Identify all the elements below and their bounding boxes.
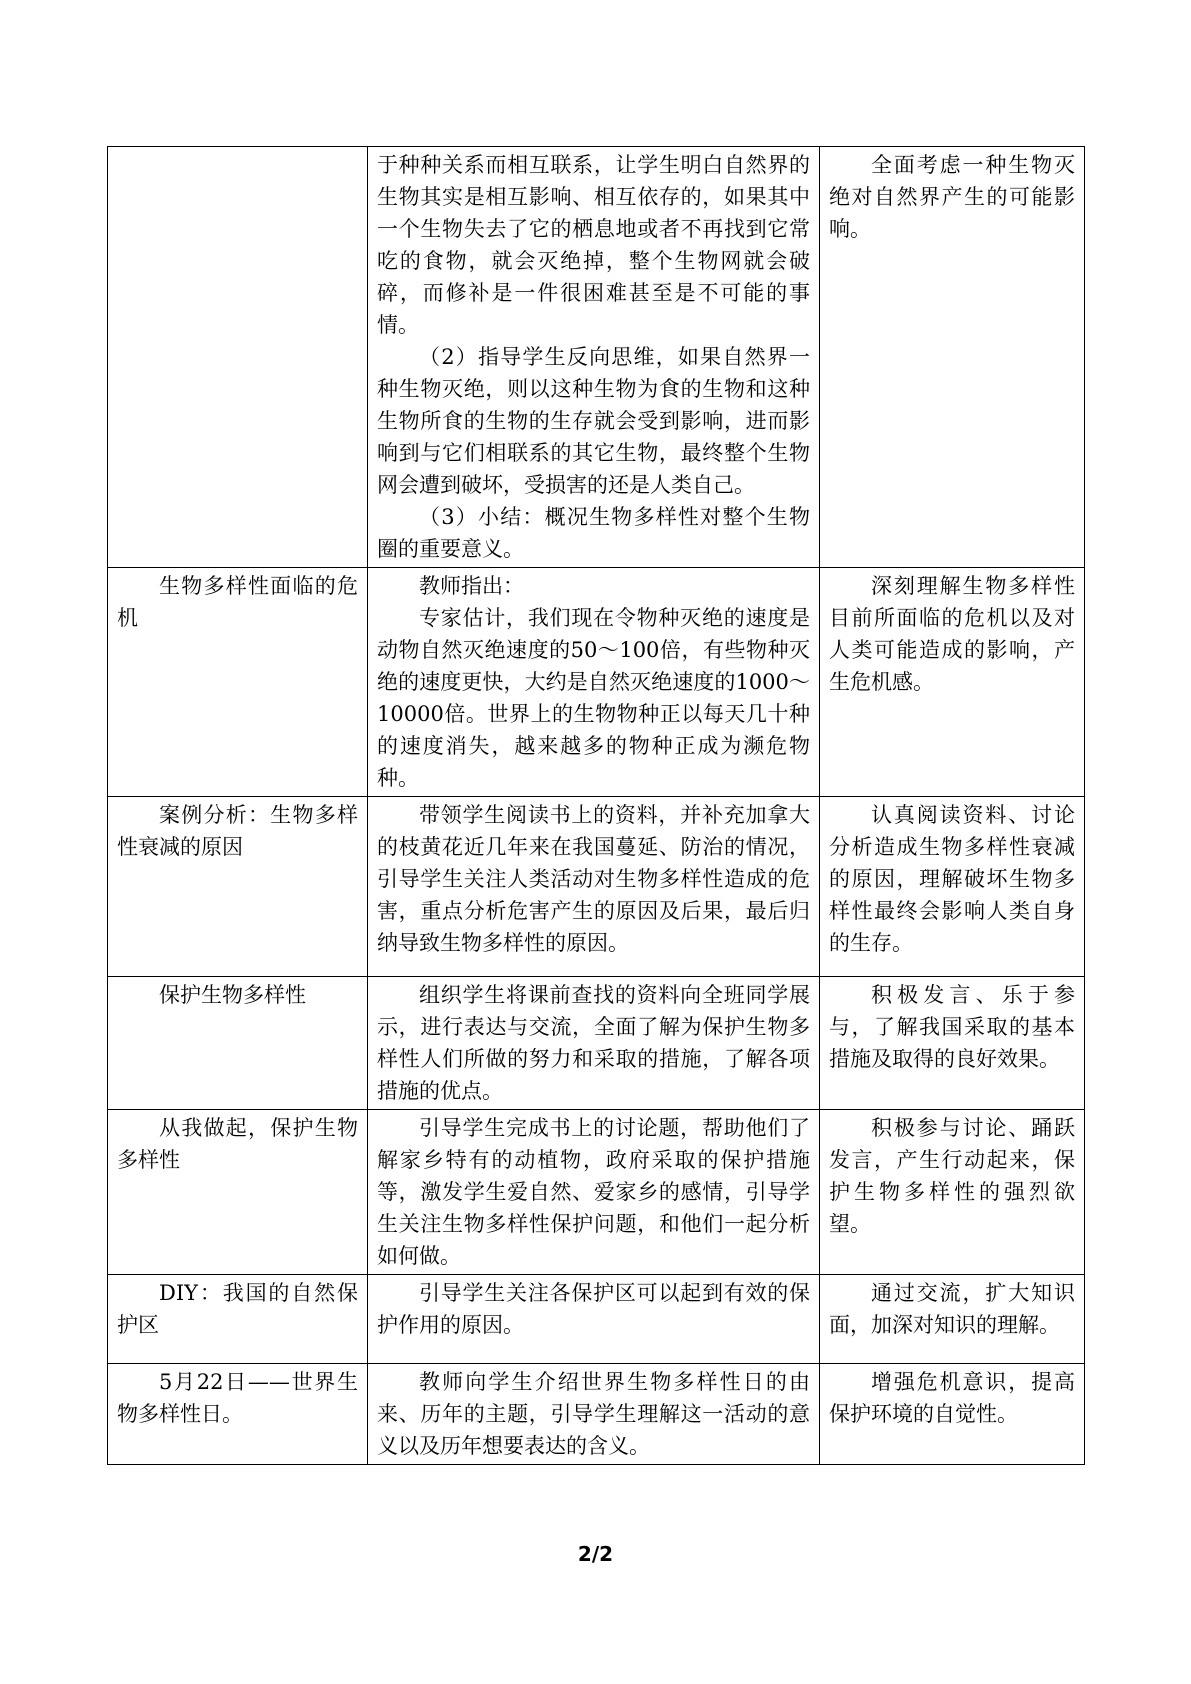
cell-paragraph: 积极参与讨论、踊跃发言，产生行动起来，保护生物多样性的强烈欲望。: [829, 1116, 1075, 1236]
cell-paragraph: 生物多样性面临的危机: [117, 574, 358, 630]
table-row: [108, 1364, 1085, 1465]
cell-paragraph: 深刻理解生物多样性目前所面临的危机以及对人类可能造成的影响，产生危机感。: [829, 574, 1075, 694]
table-row: [108, 797, 1085, 977]
teacher-activity-cell: [368, 1110, 820, 1275]
teacher-activity-cell: [368, 797, 820, 977]
topic-cell: [108, 1364, 368, 1465]
cell-paragraph: 案例分析：生物多样性衰减的原因: [117, 803, 358, 859]
table-body: [108, 147, 1085, 1465]
topic-cell: [108, 147, 368, 568]
topic-cell: [108, 977, 368, 1110]
topic-cell: [108, 1110, 368, 1275]
cell-paragraph: 积极发言、乐于参与，了解我国采取的基本措施及取得的良好效果。: [829, 983, 1075, 1071]
page-number: 2/2: [577, 1542, 614, 1566]
cell-paragraph: 全面考虑一种生物灭绝对自然界产生的可能影响。: [829, 153, 1075, 241]
student-activity-cell: [820, 1364, 1085, 1465]
table-row: [108, 147, 1085, 568]
cell-paragraph: 教师向学生介绍世界生物多样性日的由来、历年的主题，引导学生理解这一活动的意义以及历年想要表达的含义。: [377, 1370, 810, 1458]
table-row: [108, 1275, 1085, 1364]
student-activity-cell: [820, 1110, 1085, 1275]
cell-paragraph: 从我做起，保护生物多样性: [117, 1116, 358, 1172]
cell-paragraph: 通过交流，扩大知识面，加深对知识的理解。: [829, 1281, 1075, 1337]
cell-paragraph: DIY：我国的自然保护区: [117, 1281, 358, 1337]
lesson-plan-table: [107, 146, 1085, 1465]
table-row: [108, 568, 1085, 797]
cell-paragraph: 教师指出：: [419, 574, 524, 598]
student-activity-cell: [820, 797, 1085, 977]
teacher-activity-cell: [368, 977, 820, 1110]
student-activity-cell: [820, 977, 1085, 1110]
topic-cell: [108, 568, 368, 797]
cell-paragraph: 引导学生完成书上的讨论题，帮助他们了解家乡特有的动植物，政府采取的保护措施等，激发学生爱自然、爱家乡的感情，引导学生关注生物多样性保护问题，和他们一起分析如何做。: [377, 1116, 810, 1268]
student-activity-cell: [820, 1275, 1085, 1364]
teacher-activity-cell: [368, 1364, 820, 1465]
cell-paragraph: 引导学生关注各保护区可以起到有效的保护作用的原因。: [377, 1281, 810, 1337]
table-row: [108, 977, 1085, 1110]
student-activity-cell: [820, 568, 1085, 797]
cell-paragraph: 组织学生将课前查找的资料向全班同学展示，进行表达与交流，全面了解为保护生物多样性人们所做的努力和采取的措施，了解各项措施的优点。: [377, 983, 810, 1103]
cell-paragraph: 增强危机意识，提高保护环境的自觉性。: [829, 1370, 1075, 1426]
cell-paragraph: 保护生物多样性: [159, 983, 306, 1007]
teacher-activity-cell: [368, 147, 820, 568]
cell-paragraph: 专家估计，我们现在令物种灭绝的速度是动物自然灭绝速度的50～100倍，有些物种灭绝的速度更快，大约是自然灭绝速度的1000～10000倍。世界上的生物物种正以每天几十种的速度消失，越来越多的物种正成为濒危物种。: [377, 606, 810, 790]
cell-paragraph: 认真阅读资料、讨论分析造成生物多样性衰减的原因，理解破坏生物多样性最终会影响人类自身的生存。: [829, 803, 1075, 955]
student-activity-cell: [820, 147, 1085, 568]
cell-paragraph: 5月22日——世界生物多样性日。: [117, 1370, 358, 1426]
cell-paragraph: （3）小结：概况生物多样性对整个生物圈的重要意义。: [377, 505, 810, 561]
topic-cell: [108, 1275, 368, 1364]
teacher-activity-cell: [368, 568, 820, 797]
cell-paragraph: 于种种关系而相互联系，让学生明白自然界的生物其实是相互影响、相互依存的，如果其中一个生物失去了它的栖息地或者不再找到它常吃的食物，就会灭绝掉，整个生物网就会破碎，而修补是一件很困难甚至是不可能的事情。: [377, 153, 810, 337]
topic-cell: [108, 797, 368, 977]
teacher-activity-cell: [368, 1275, 820, 1364]
cell-paragraph: （2）指导学生反向思维，如果自然界一种生物灭绝，则以这种生物为食的生物和这种生物所食的生物的生存就会受到影响，进而影响到与它们相联系的其它生物，最终整个生物网会遭到破坏，受损害的还是人类自己。: [377, 345, 810, 497]
table-row: [108, 1110, 1085, 1275]
cell-paragraph: 带领学生阅读书上的资料，并补充加拿大的枝黄花近几年来在我国蔓延、防治的情况，引导学生关注人类活动对生物多样性造成的危害，重点分析危害产生的原因及后果，最后归纳导致生物多样性的原因。: [377, 803, 810, 955]
